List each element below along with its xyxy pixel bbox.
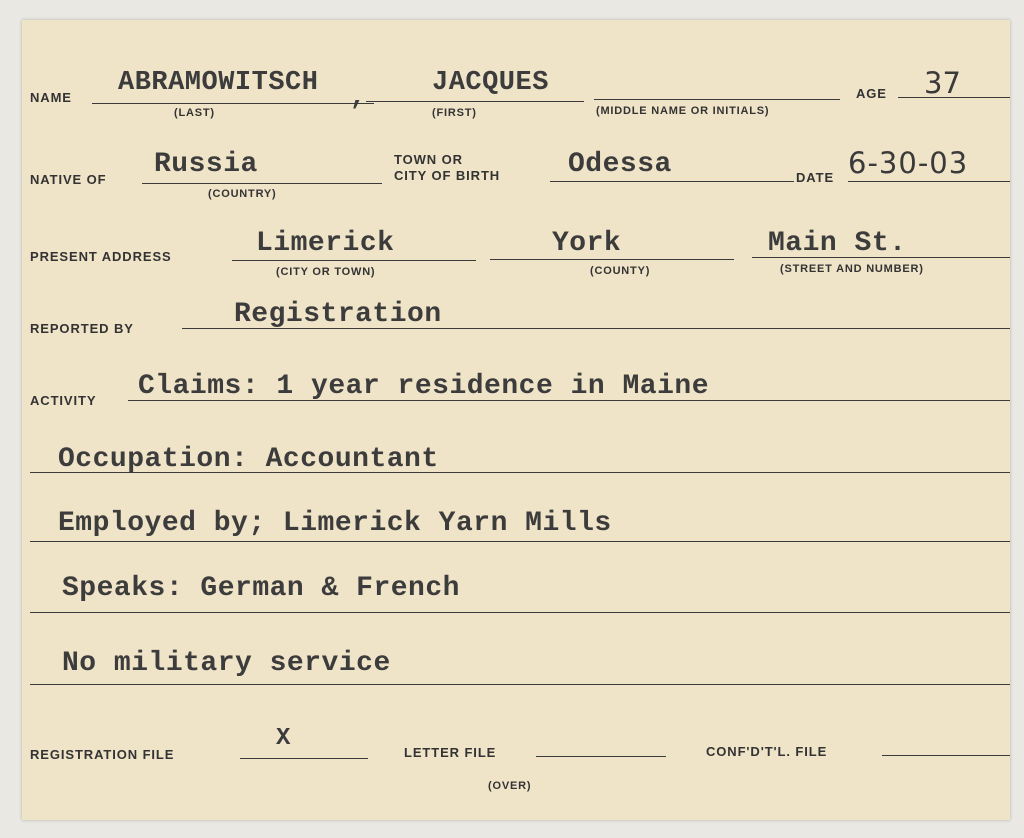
last-caption: (LAST)	[174, 107, 215, 119]
last-name-value: ABRAMOWITSCH	[118, 68, 319, 98]
age-label: AGE	[856, 86, 887, 101]
first-caption: (FIRST)	[432, 107, 477, 119]
city-caption: (CITY OR TOWN)	[276, 266, 376, 278]
present-address-label: PRESENT ADDRESS	[30, 249, 172, 264]
last-name-line	[92, 103, 374, 104]
confidential-file-label: CONF'D'T'L. FILE	[706, 744, 828, 759]
activity-text-1: Claims: 1 year residence in Maine	[138, 371, 709, 402]
address-street-value: Main St.	[768, 228, 907, 259]
county-caption: (COUNTY)	[590, 265, 651, 277]
index-card	[22, 20, 1010, 820]
age-value: 37	[924, 66, 961, 100]
address-city-line	[232, 260, 476, 261]
date-label: DATE	[796, 170, 835, 185]
activity-text-4: Speaks: German & French	[62, 573, 460, 604]
birth-city-line	[550, 181, 794, 182]
name-separator: ,	[350, 82, 366, 112]
first-name-value: JACQUES	[432, 68, 549, 98]
address-county-line	[490, 259, 734, 260]
letter-file-label: LETTER FILE	[404, 745, 497, 760]
name-label: NAME	[30, 90, 72, 105]
activity-line-3	[30, 541, 1010, 542]
first-name-line	[366, 101, 584, 102]
reported-by-label: REPORTED BY	[30, 321, 134, 336]
middle-caption: (MIDDLE NAME OR INITIALS)	[596, 105, 770, 117]
letter-file-line	[536, 756, 666, 757]
activity-text-3: Employed by; Limerick Yarn Mills	[58, 508, 612, 539]
reported-by-value: Registration	[234, 299, 442, 330]
address-city-value: Limerick	[256, 228, 395, 259]
country-caption: (COUNTRY)	[208, 188, 277, 200]
registration-file-mark: X	[276, 725, 291, 752]
activity-text-5: No military service	[62, 648, 391, 679]
birth-city-value: Odessa	[568, 149, 672, 180]
activity-line-5	[30, 684, 1010, 685]
date-line	[848, 181, 1010, 182]
address-county-value: York	[552, 228, 622, 259]
date-value: 6-30-03	[848, 146, 969, 180]
activity-line-4	[30, 612, 1010, 613]
registration-file-label: REGISTRATION FILE	[30, 747, 175, 762]
over-note: (OVER)	[488, 780, 532, 792]
native-of-value: Russia	[154, 149, 258, 180]
middle-name-line	[594, 99, 840, 100]
activity-label: ACTIVITY	[30, 393, 97, 408]
native-of-line	[142, 183, 382, 184]
street-caption: (STREET AND NUMBER)	[780, 263, 924, 275]
birth-city-label-line1: TOWN OR	[394, 152, 463, 167]
activity-text-2: Occupation: Accountant	[58, 444, 439, 475]
birth-city-label-line2: CITY OF BIRTH	[394, 168, 501, 183]
birth-city-label	[394, 152, 500, 184]
native-of-label: NATIVE OF	[30, 172, 107, 187]
registration-file-line	[240, 758, 368, 759]
confidential-file-line	[882, 755, 1010, 756]
